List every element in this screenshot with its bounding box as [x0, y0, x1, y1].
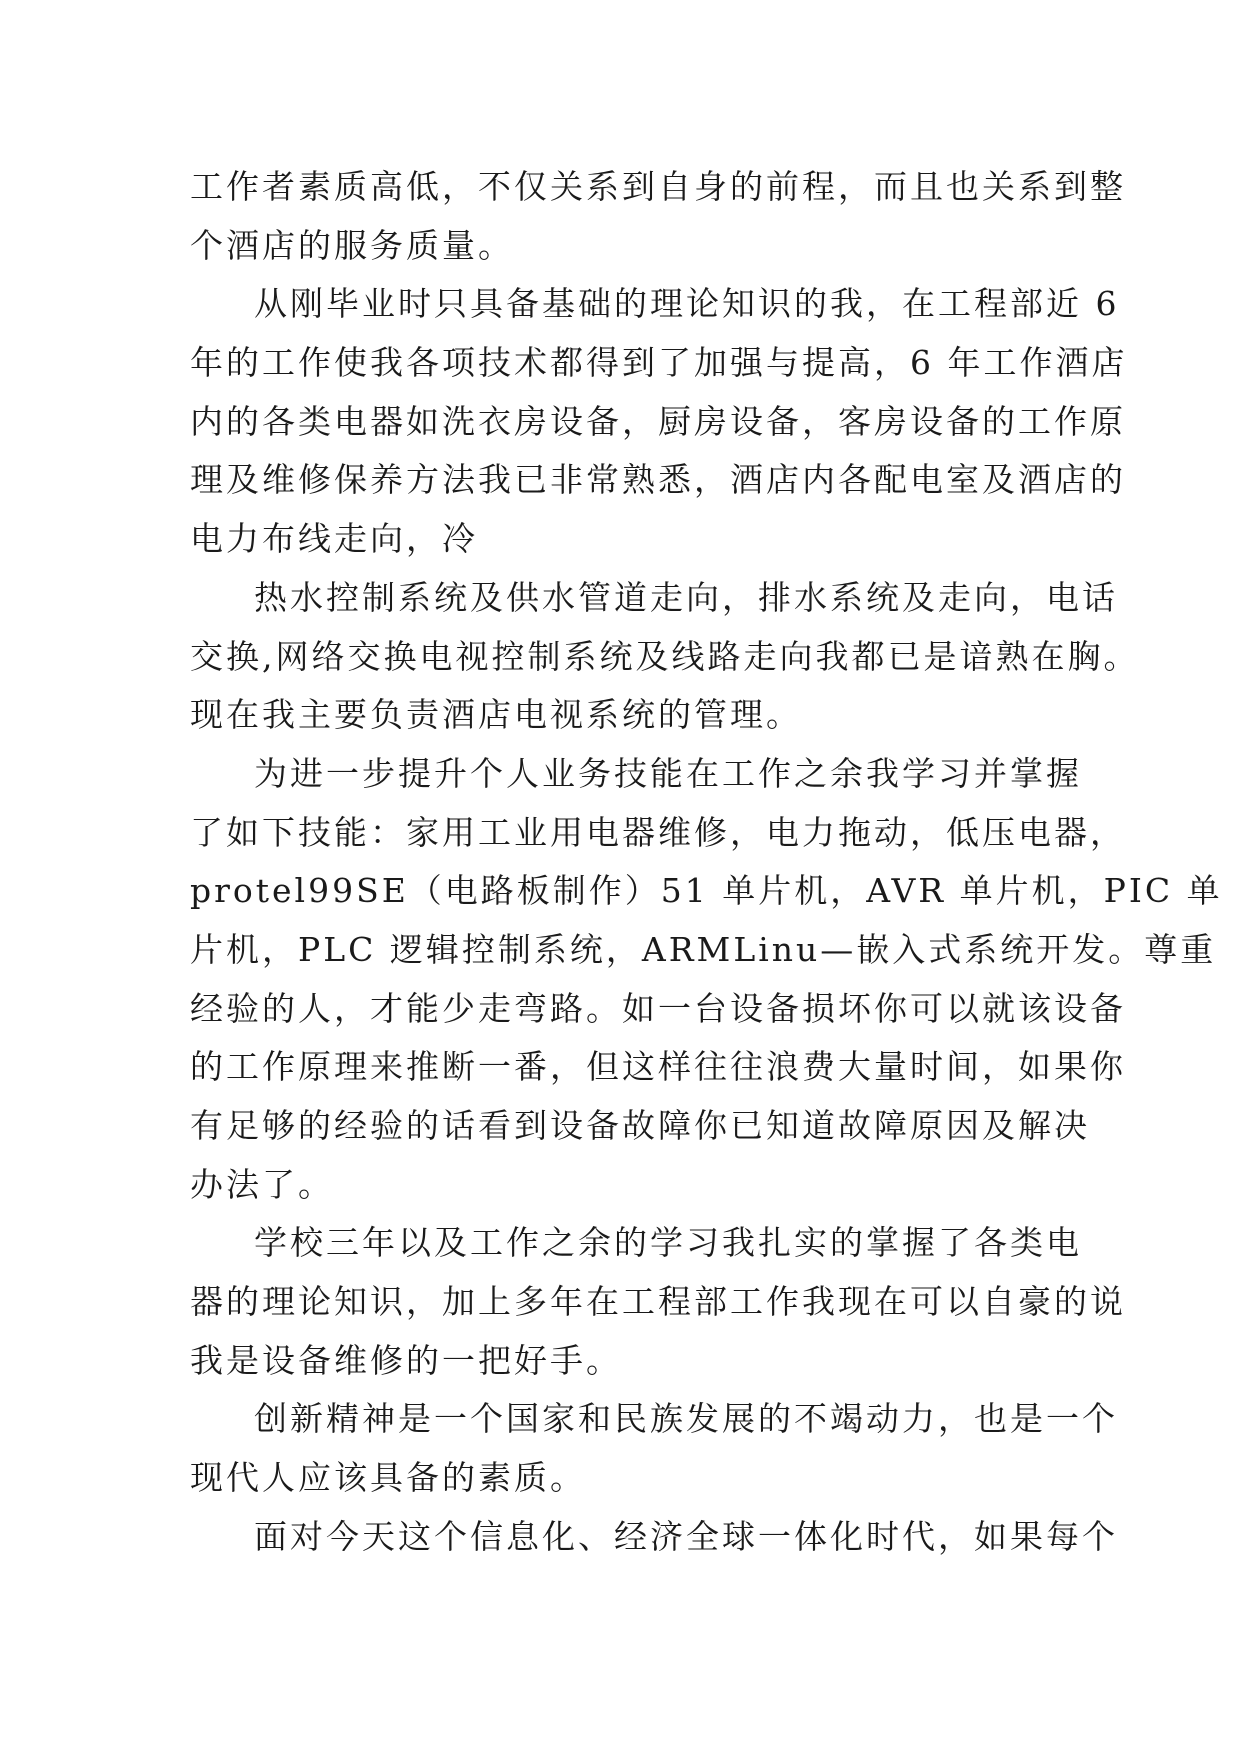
text-line: 器的理论知识，加上多年在工程部工作我现在可以自豪的说 [190, 1282, 1126, 1322]
text-line: 现在我主要负责酒店电视系统的管理。 [190, 695, 802, 735]
text-line: 我是设备维修的一把好手。 [190, 1340, 622, 1380]
text-line: 理及维修保养方法我已非常熟悉，酒店内各配电室及酒店的 [190, 460, 1126, 500]
text-line: protel99SE（电路板制作）51 单片机，AVR 单片机，PIC 单 [190, 871, 1223, 911]
paragraph-first-line: 从刚毕业时只具备基础的理论知识的我，在工程部近 6 [254, 284, 1120, 324]
text-line: 有足够的经验的话看到设备故障你已知道故障原因及解决 [190, 1106, 1090, 1145]
text-line: 了如下技能：家用工业用电器维修，电力拖动，低压电器， [190, 812, 1126, 852]
text-line: 工作者素质高低，不仅关系到自身的前程，而且也关系到整 [190, 167, 1126, 206]
text-line: 经验的人，才能少走弯路。如一台设备损坏你可以就该设备 [190, 988, 1126, 1028]
paragraph-first-line: 学校三年以及工作之余的学习我扎实的掌握了各类电 [254, 1223, 1082, 1263]
text-line: 个酒店的服务质量。 [190, 225, 514, 265]
text-line: 电力布线走向，冷 [190, 519, 478, 559]
text-line: 现代人应该具备的素质。 [190, 1458, 586, 1498]
paragraph-first-line: 面对今天这个信息化、经济全球一体化时代，如果每个 [254, 1516, 1118, 1556]
paragraph-first-line: 为进一步提升个人业务技能在工作之余我学习并掌握 [254, 753, 1082, 793]
text-line: 片机，PLC 逻辑控制系统，ARMLinu—嵌入式系统开发。尊重 [190, 929, 1217, 969]
paragraph-first-line: 热水控制系统及供水管道走向，排水系统及走向，电话 [254, 577, 1118, 617]
text-line: 的工作原理来推断一番，但这样往往浪费大量时间，如果你 [190, 1047, 1126, 1087]
text-line: 内的各类电器如洗衣房设备，厨房设备，客房设备的工作原 [190, 401, 1126, 441]
document-body [190, 158, 1223, 1567]
text-line: 办法了。 [190, 1164, 334, 1204]
paragraph-first-line: 创新精神是一个国家和民族发展的不竭动力，也是一个 [254, 1399, 1118, 1439]
text-line: 年的工作使我各项技术都得到了加强与提高，6 年工作酒店 [190, 343, 1128, 383]
text-line: 交换,网络交换电视控制系统及线路走向我都已是谙熟在胸。 [190, 636, 1140, 676]
